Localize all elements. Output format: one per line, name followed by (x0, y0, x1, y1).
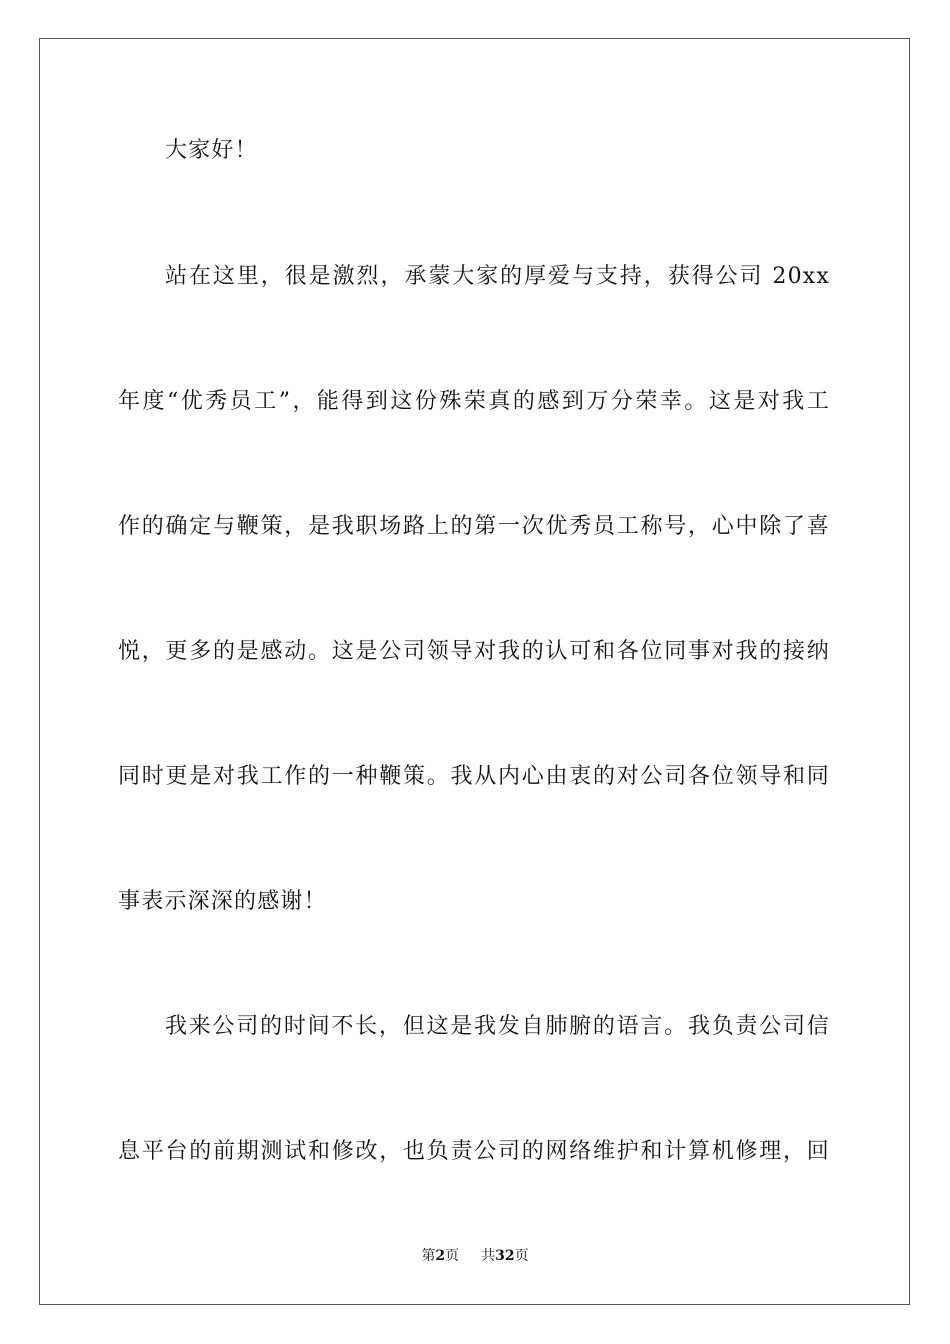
page-footer (0, 1246, 950, 1266)
page-border (39, 38, 910, 1305)
paragraph-2-line-2: 息平台的前期测试和修改，也负责公司的网络维护和计算机修理，回 (118, 1139, 830, 1164)
greeting-line: 大家好！ (165, 138, 258, 163)
paragraph-1-line-5: 同时更是对我工作的一种鞭策。我从内心由衷的对公司各位领导和同 (118, 764, 830, 789)
paragraph-1-line-3: 作的确定与鞭策，是我职场路上的第一次优秀员工称号，心中除了喜 (118, 514, 830, 539)
paragraph-2-line-1: 我来公司的时间不长，但这是我发自肺腑的语言。我负责公司信 (165, 1014, 830, 1039)
paragraph-1-line-6: 事表示深深的感谢！ (118, 889, 327, 914)
page-indicator: 第2页 (421, 1248, 460, 1264)
total-pages-indicator: 共32页 (481, 1248, 529, 1264)
paragraph-1-line-2: 年度“优秀员工”，能得到这份殊荣真的感到万分荣幸。这是对我工 (118, 389, 830, 414)
paragraph-1-line-4: 悦，更多的是感动。这是公司领导对我的认可和各位同事对我的接纳 (118, 639, 830, 664)
paragraph-1-line-1: 站在这里，很是激烈，承蒙大家的厚爱与支持，获得公司 20xx (165, 264, 830, 289)
